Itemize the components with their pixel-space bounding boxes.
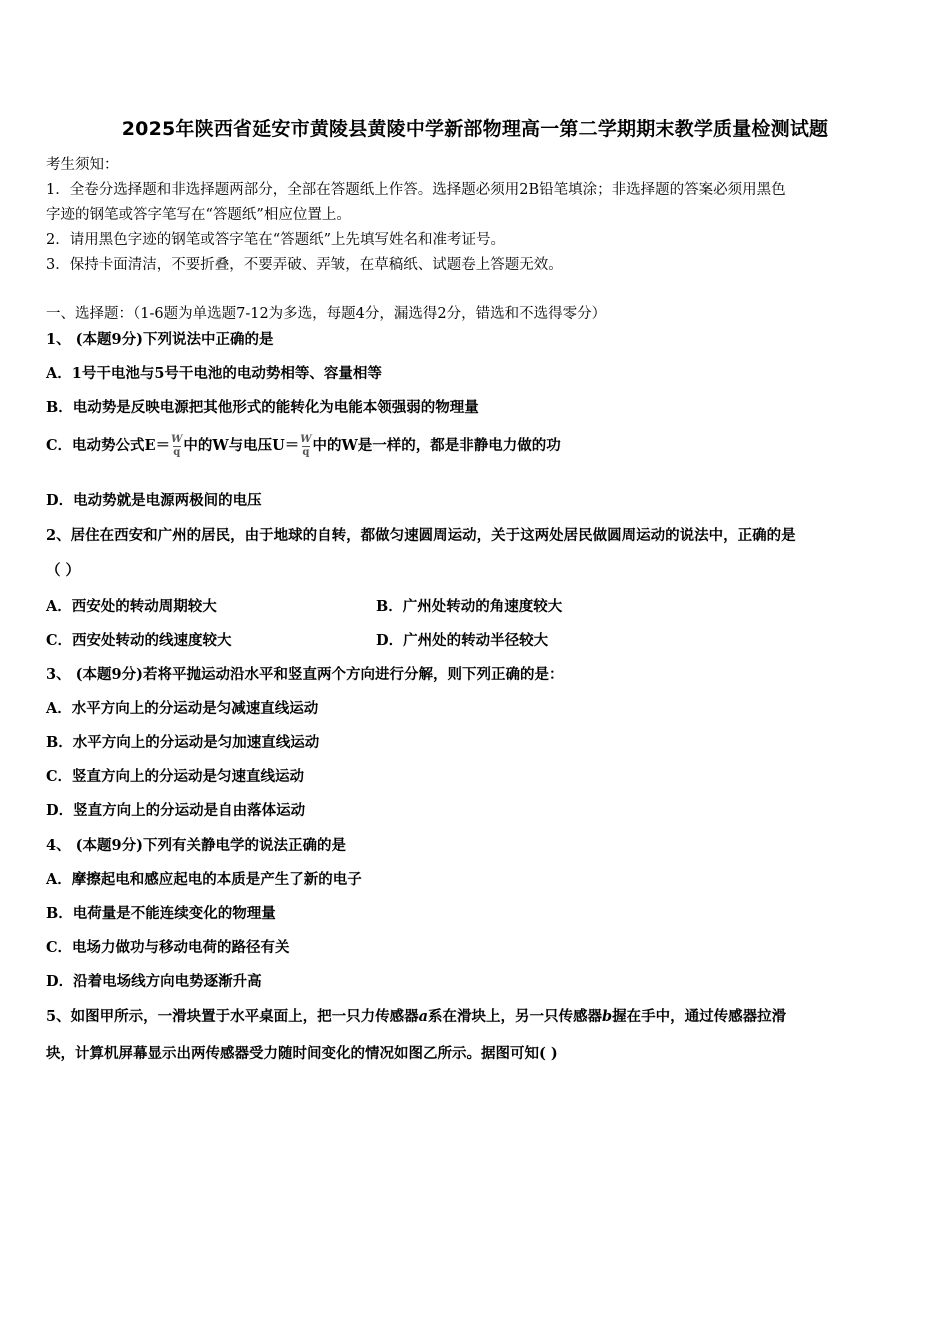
notice-item: 3．保持卡面清洁，不要折叠，不要弄破、弄皱，在草稿纸、试题卷上答题无效。 bbox=[46, 257, 563, 273]
option-c-prefix: C．电动势公式E＝ bbox=[46, 437, 171, 454]
question-5-stem-line1: 5、如图甲所示，一滑块置于水平桌面上，把一只力传感器a系在滑块上，另一只传感器b握在手中，通过传感器拉滑 bbox=[46, 1008, 787, 1025]
question-1-option-d: D．电动势就是电源两极间的电压 bbox=[46, 492, 262, 509]
notice-item: 字迹的钢笔或答字笔写在“答题纸”相应位置上。 bbox=[46, 207, 351, 223]
option-c-mid: 中的W与电压U＝ bbox=[183, 437, 300, 454]
question-3-option-c: C．竖直方向上的分运动是匀速直线运动 bbox=[46, 768, 305, 785]
notice-item: 2．请用黑色字迹的钢笔或答字笔在“答题纸”上先填写姓名和准考证号。 bbox=[46, 232, 506, 248]
question-2-option-d: D．广州处的转动半径较大 bbox=[376, 632, 549, 649]
question-1-option-c bbox=[46, 434, 561, 458]
question-2-option-a: A．西安处的转动周期较大 bbox=[46, 598, 217, 615]
question-1-option-a: A．1号干电池与5号干电池的电动势相等、容量相等 bbox=[46, 365, 382, 382]
notice-item: 1．全卷分选择题和非选择题两部分，全部在答题纸上作答。选择题必须用2B铅笔填涂；非选择题的答案必须用黑色 bbox=[46, 182, 786, 198]
question-4-option-c: C．电场力做功与移动电荷的路径有关 bbox=[46, 939, 290, 956]
question-4-stem: 4、 (本题9分)下列有关静电学的说法正确的是 bbox=[46, 837, 346, 854]
question-3-option-a: A．水平方向上的分运动是匀减速直线运动 bbox=[46, 700, 319, 717]
fraction-w-over-q: $\frac{W}{q}$ bbox=[171, 434, 183, 458]
notice-heading: 考生须知： bbox=[46, 157, 119, 173]
question-2-stem: 2、居住在西安和广州的居民，由于地球的自转，都做匀速圆周运动，关于这两处居民做圆周运动的说法中，正确的是 bbox=[46, 527, 796, 544]
question-1-option-b: B．电动势是反映电源把其他形式的能转化为电能本领强弱的物理量 bbox=[46, 399, 479, 416]
section-heading: 一、选择题：（1-6题为单选题7-12为多选，每题4分，漏选得2分，错选和不选得零分） bbox=[46, 306, 607, 322]
question-3-option-b: B．水平方向上的分运动是匀加速直线运动 bbox=[46, 734, 320, 751]
question-2-option-b: B．广州处转动的角速度较大 bbox=[376, 598, 563, 615]
question-2-option-c: C．西安处转动的线速度较大 bbox=[46, 632, 232, 649]
question-4-option-d: D．沿着电场线方向电势逐渐升高 bbox=[46, 973, 262, 990]
option-c-suffix: 中的W是一样的，都是非静电力做的功 bbox=[312, 437, 561, 454]
question-3-stem: 3、 (本题9分)若将平抛运动沿水平和竖直两个方向进行分解，则下列正确的是： bbox=[46, 666, 564, 683]
page-title: 2025年陕西省延安市黄陵县黄陵中学新部物理高一第二学期期末教学质量检测试题 bbox=[121, 118, 829, 140]
question-3-option-d: D．竖直方向上的分运动是自由落体运动 bbox=[46, 802, 306, 819]
question-1-stem: 1、 (本题9分)下列说法中正确的是 bbox=[46, 331, 274, 348]
fraction-w-over-q: $\frac{W}{q}$ bbox=[300, 434, 312, 458]
question-4-option-a: A．摩擦起电和感应起电的本质是产生了新的电子 bbox=[46, 871, 362, 888]
question-5-stem-line2: 块，计算机屏幕显示出两传感器受力随时间变化的情况如图乙所示。据图可知( ) bbox=[46, 1045, 558, 1062]
question-4-option-b: B．电荷量是不能连续变化的物理量 bbox=[46, 905, 276, 922]
question-2-paren: （ ） bbox=[46, 562, 81, 579]
